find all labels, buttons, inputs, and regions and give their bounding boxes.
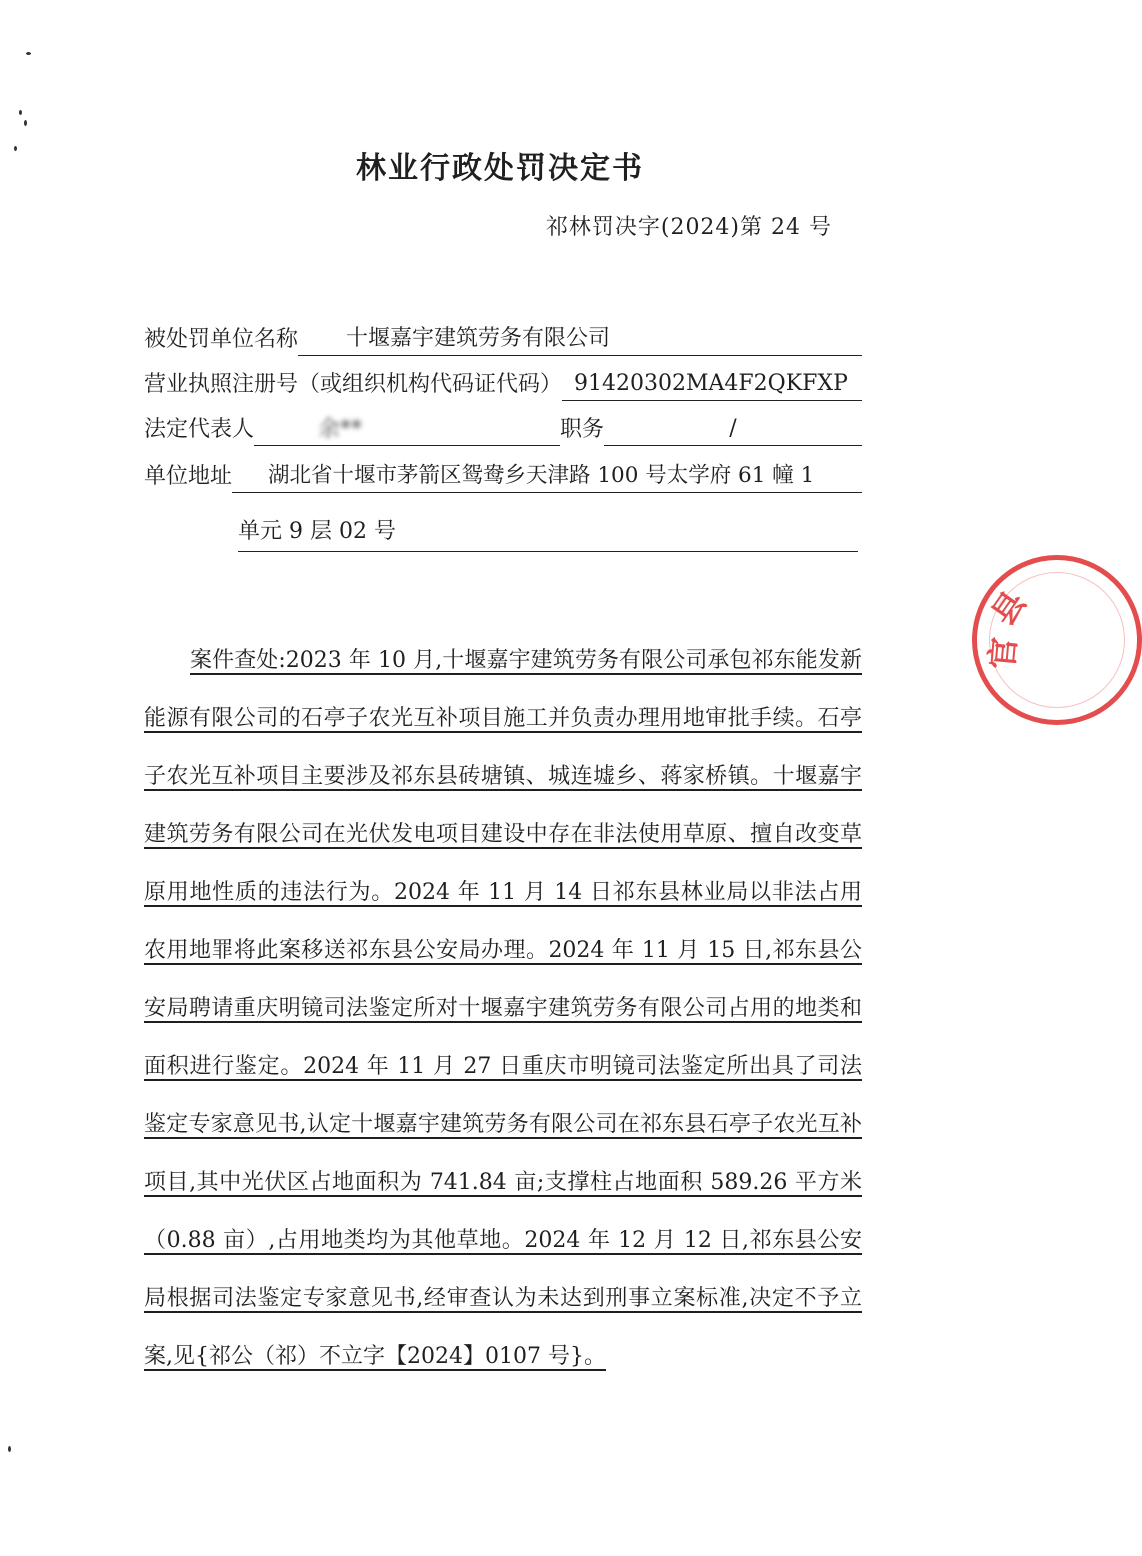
position-label: 职务 (560, 417, 605, 442)
scan-speck (19, 110, 22, 115)
representative-value (254, 415, 560, 446)
address-value (232, 461, 862, 493)
address-continuation-text: 单元 9 层 02 号 (238, 519, 396, 544)
entity-name-label: 被处罚单位名称 (144, 327, 299, 352)
position-text: / (729, 416, 737, 441)
position-value (604, 414, 862, 446)
seal-char: 县 (983, 584, 1034, 633)
case-description (144, 632, 862, 1386)
license-text: 91420302MA4F2QKFXP (574, 371, 848, 396)
document-number: 祁林罚决字(2024)第 24 号 (545, 215, 832, 240)
representative-label: 法定代表人 (144, 417, 255, 442)
address-row (144, 459, 862, 493)
scan-speck (26, 52, 31, 55)
address-continuation (238, 517, 858, 552)
case-description-text: 案件查处:2023 年 10 月,十堰嘉宇建筑劳务有限公司承包祁东能发新能源有限公司的石亭子农光互补项目施工并负责办理用地审批手续。石亭子农光互补项目主要涉及祁东县砖塘镇、城连墟乡、蒋家桥镇。十堰嘉宇建筑劳务有限公司在光伏发电项目建设中存在非法使用草原、擅自改变草原用地性质的违法行为。2024 年 11 月 14 日祁东县林业局以非法占用农用地罪将此案移送祁东县公安局办理。2024 年 11 月 15 日,祁东县公安局聘请重庆明镜司法鉴定所对十堰嘉宇建筑劳务有限公司占用的地类和面积进行鉴定。2024 年 11 月 27 日重庆市明镜司法鉴定所出具了司法鉴定专家意见书,认定十堰嘉宇建筑劳务有限公司在祁东县石亭子农光互补项目,其中光伏区占地面积为 741.84 亩;支撑柱占地面积 589.26 平方米（0.88 亩）,占用地类均为其他草地。2024 年 12 月 12 日,祁东县公安局根据司法鉴定专家意见书,经审查认为未达到刑事立案标准,决定不予立案,见{祁公（祁）不立字【2024】0107 号}。 (144, 648, 862, 1369)
scan-speck (8, 1446, 11, 1452)
entity-name-row (144, 322, 862, 356)
address-label: 单位地址 (144, 464, 233, 489)
license-label: 营业执照注册号（或组织机构代码证代码） (144, 372, 563, 397)
seal-char: 官 (982, 635, 1024, 671)
license-row (144, 367, 862, 401)
scan-speck (24, 120, 27, 126)
official-seal (972, 555, 1142, 725)
document-title: 林业行政处罚决定书 (356, 151, 644, 186)
entity-name-value (298, 324, 862, 356)
representative-name-redacted: 余** (318, 417, 363, 442)
license-value (562, 369, 862, 401)
entity-name-text: 十堰嘉宇建筑劳务有限公司 (346, 326, 611, 351)
address-text: 湖北省十堰市茅箭区鸳鸯乡天津路 100 号太学府 61 幢 1 (268, 463, 815, 488)
representative-row (144, 412, 862, 446)
